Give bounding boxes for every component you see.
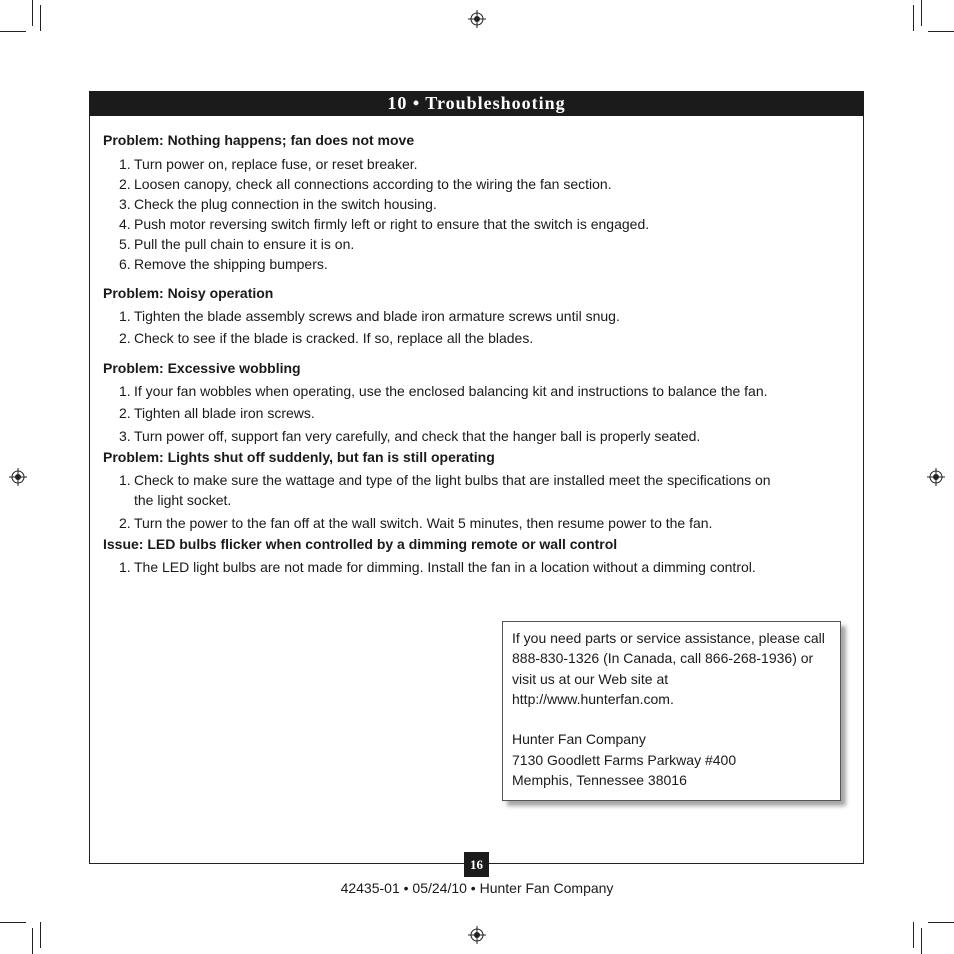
item-text: Turn power off, support fan very carefully, and check that the hanger ball is properly seated. [134, 428, 701, 444]
address-city: Memphis, Tennessee 38016 [512, 772, 687, 789]
problem-heading: Problem: Excessive wobbling [103, 360, 301, 376]
crop-mark [40, 5, 41, 31]
list-item [119, 154, 418, 174]
list-item [119, 403, 315, 423]
list-item [119, 234, 354, 254]
issue-heading: Issue: LED bulbs flicker when controlled by a dimming remote or wall control [103, 536, 618, 552]
item-text: Tighten the blade assembly screws and blade iron armature screws until snug. [134, 308, 620, 324]
crop-mark [913, 5, 914, 31]
item-text: Remove the shipping bumpers. [134, 256, 328, 272]
item-text: If your fan wobbles when operating, use the enclosed balancing kit and instructions to balance the fan. [134, 383, 768, 399]
problem-heading: Problem: Nothing happens; fan does not move [103, 132, 415, 148]
item-number: 1. [119, 472, 131, 488]
company-name: Hunter Fan Company [512, 731, 646, 748]
item-text: Loosen canopy, check all connections according to the wiring the fan section. [134, 176, 612, 192]
crop-mark [32, 0, 33, 26]
list-item [119, 470, 771, 490]
crop-mark [32, 928, 33, 954]
item-number: 3. [119, 196, 131, 212]
info-line: If you need parts or service assistance, please call [512, 630, 825, 646]
registration-mark-icon [9, 468, 27, 486]
item-number: 1. [119, 308, 131, 324]
list-item [119, 381, 768, 401]
website-link[interactable]: http://www.hunterfan.com. [512, 690, 674, 707]
crop-mark [921, 928, 922, 954]
item-number: 5. [119, 236, 131, 252]
list-item-continuation [119, 490, 231, 510]
item-number: 1. [119, 559, 131, 575]
item-number: 4. [119, 216, 131, 232]
list-item [119, 254, 328, 274]
item-text: Turn power on, replace fuse, or reset breaker. [134, 156, 418, 172]
crop-mark [921, 0, 922, 26]
crop-mark [40, 922, 41, 948]
info-spacer [512, 709, 831, 729]
list-item [119, 174, 612, 194]
item-text: Check the plug connection in the switch housing. [134, 196, 437, 212]
list-item [119, 214, 649, 234]
item-text: Tighten all blade iron screws. [134, 405, 315, 421]
page-number: 16 [464, 852, 489, 877]
item-number: 2. [119, 405, 131, 421]
crop-mark [0, 31, 26, 32]
item-number: 2. [119, 330, 131, 346]
info-line: 888-830-1326 (In Canada, call 866-268-1936) or [512, 650, 814, 667]
footer-text: 42435-01 • 05/24/10 • Hunter Fan Company [340, 880, 614, 896]
item-number: 6. [119, 256, 131, 272]
address-line: 7130 Goodlett Farms Parkway #400 [512, 751, 737, 768]
item-text: the light socket. [134, 492, 232, 508]
item-text: The LED light bulbs are not made for dimming. Install the fan in a location without a dimming control. [134, 559, 756, 575]
problem-heading: Problem: Noisy operation [103, 285, 274, 301]
crop-mark [913, 922, 914, 948]
item-number: 1. [119, 383, 131, 399]
item-number: 2. [119, 515, 131, 531]
crop-mark [0, 922, 26, 923]
list-item [119, 557, 756, 577]
list-item [119, 426, 700, 446]
item-number: 1. [119, 156, 131, 172]
info-line: visit us at our Web site at [512, 670, 669, 687]
item-number: 3. [119, 428, 131, 444]
list-item [119, 328, 533, 348]
crop-mark [928, 922, 954, 923]
registration-mark-icon [927, 468, 945, 486]
problem-heading: Problem: Lights shut off suddenly, but fan is still operating [103, 449, 495, 465]
item-text: Pull the pull chain to ensure it is on. [134, 236, 355, 252]
item-text: Check to see if the blade is cracked. If so, replace all the blades. [134, 330, 534, 346]
registration-mark-icon [468, 10, 486, 28]
page-title: 10 • Troubleshooting [89, 91, 864, 116]
registration-mark-icon [468, 926, 486, 944]
item-text: Push motor reversing switch firmly left or right to ensure that the switch is engaged. [134, 216, 650, 232]
list-item [119, 513, 712, 533]
item-number: 2. [119, 176, 131, 192]
service-info-box [502, 621, 841, 801]
item-text: Turn the power to the fan off at the wall switch. Wait 5 minutes, then resume power to the fan. [134, 515, 713, 531]
crop-mark [928, 31, 954, 32]
list-item [119, 194, 437, 214]
list-item [119, 306, 620, 326]
item-text: Check to make sure the wattage and type of the light bulbs that are installed meet the specifications on [134, 472, 771, 488]
